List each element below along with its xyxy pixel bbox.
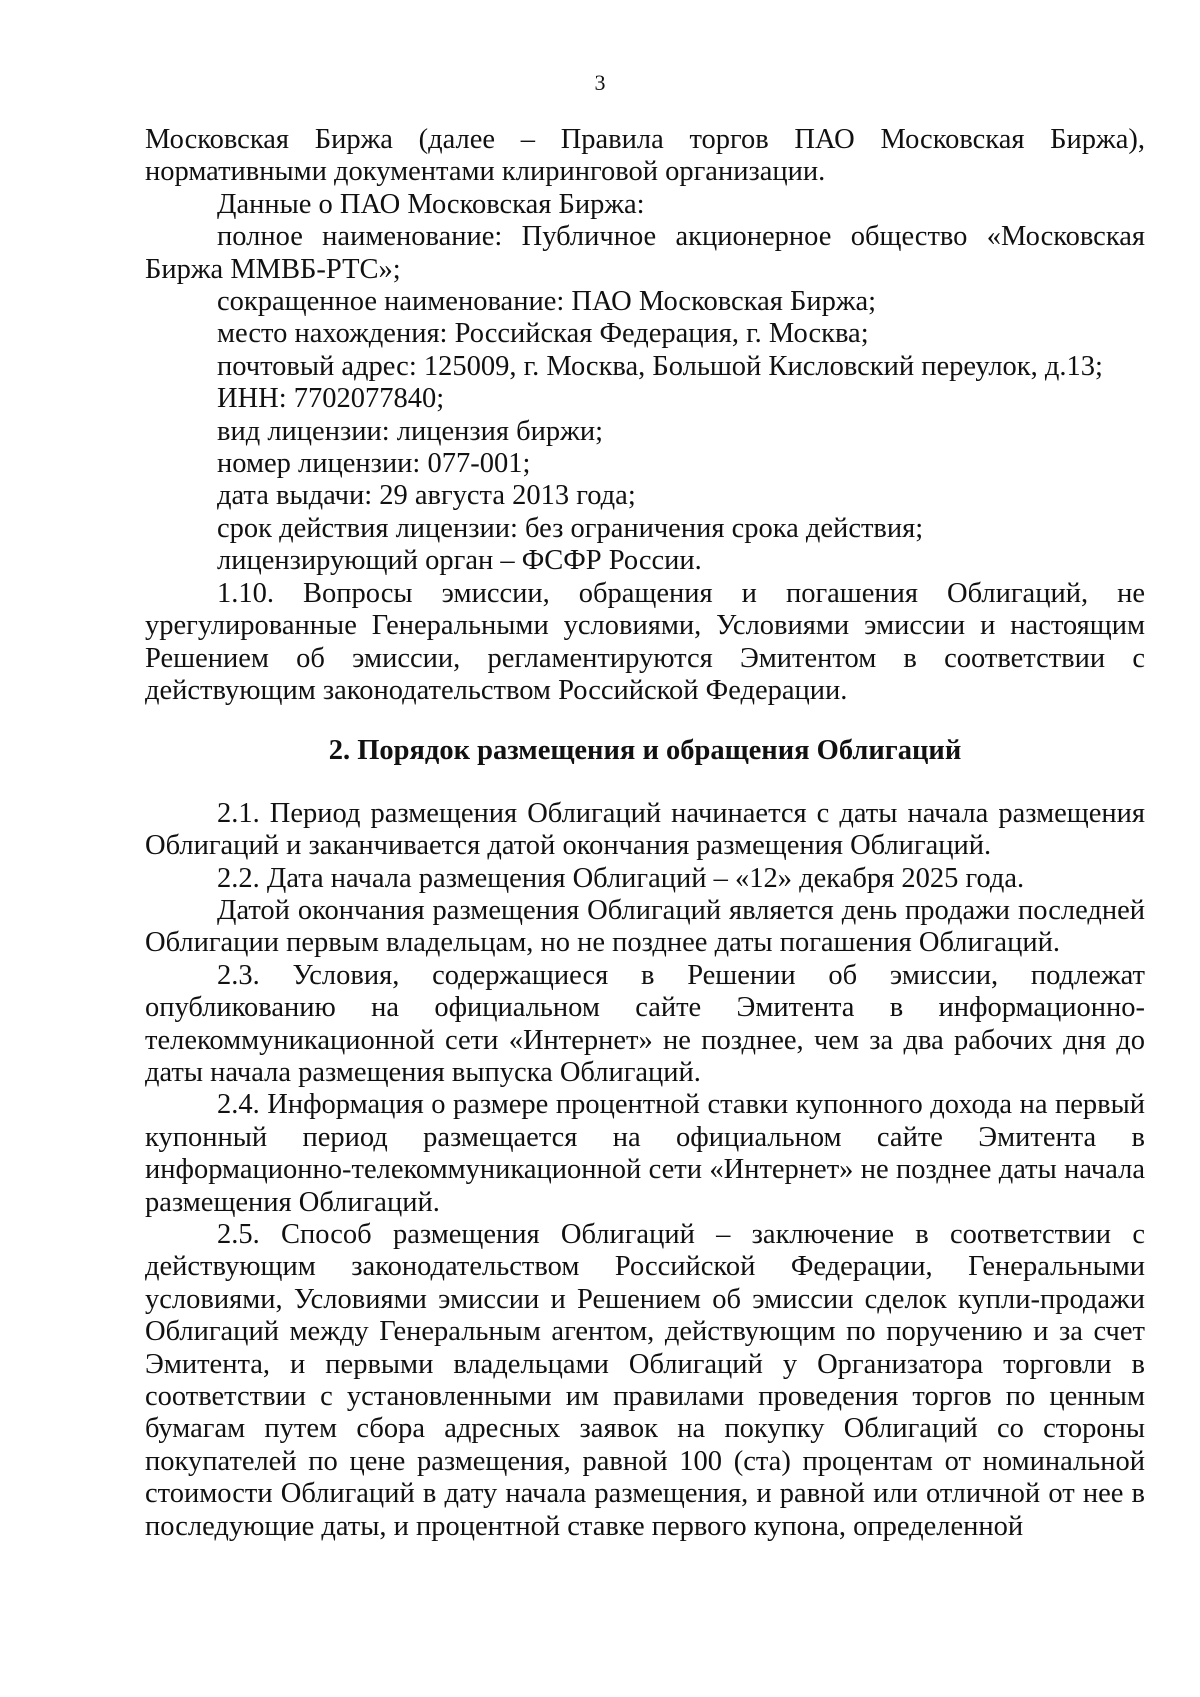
list-item: сокращенное наименование: ПАО Московская Биржа; [217,286,877,318]
page-number: 3 [594,70,606,95]
list-item: лицензирующий орган – ФСФР России. [217,545,702,577]
paragraph-2-5: 2.5. Способ размещения Облигаций – заключение в соответствии с действующим законодательством Российской Федерации, Генеральными условиями, Условиями эмиссии и Решением об эмиссии сделок купли-продажи Облигаций между Генеральным агентом, действующим по поручению и за счет Эмитента, и первыми владельцами Облигаций у Организатора торговли в соответствии с установленными им правилами проведения торгов по ценным бумагам путем сбора адресных заявок на покупку Облигаций со стороны покупателей по цене размещения, равной 100 (ста) процентам от номинальной стоимости Облигаций в дату начала размещения, и равной или отличной от нее в последующие даты, и процентной ставке первого купона, определенной [145,1219,1145,1542]
exchange-data-title: Данные о ПАО Московская Биржа: [217,188,645,220]
list-item: дата выдачи: 29 августа 2013 года; [217,480,636,512]
continuation-paragraph: Московская Биржа (далее – Правила торгов ПАО Московская Биржа), нормативными документами клиринговой организации. [145,124,1145,188]
list-item: почтовый адрес: 125009, г. Москва, Большой Кисловский переулок, д.13; [217,350,1103,382]
paragraph-2-3: 2.3. Условия, содержащиеся в Решении об эмиссии, подлежат опубликованию на официальном сайте Эмитента в информационно-телекоммуникационной сети «Интернет» не позднее, чем за два рабочих дня до даты начала размещения выпуска Облигаций. [145,959,1145,1088]
paragraph-1-10: 1.10. Вопросы эмиссии, обращения и погашения Облигаций, не урегулированные Генеральными условиями, Условиями эмиссии и настоящим Решением об эмиссии, регламентируются Эмитентом в соответствии с действующим законодательством Российской Федерации. [145,577,1145,706]
document-body [145,124,1145,1543]
list-item: ИНН: 7702077840; [217,383,445,415]
list-item: срок действия лицензии: без ограничения срока действия; [217,512,924,544]
paragraph-2-1: 2.1. Период размещения Облигаций начинается с даты начала размещения Облигаций и заканчивается датой окончания размещения Облигаций. [145,797,1145,862]
section-heading: 2. Порядок размещения и обращения Облигаций [328,735,962,767]
list-item: номер лицензии: 077-001; [217,448,531,480]
paragraph-placement-end: Датой окончания размещения Облигаций является день продажи последней Облигации первым владельцам, но не позднее даты погашения Облигаций. [145,894,1145,959]
paragraph-2-2: 2.2. Дата начала размещения Облигаций – «12» декабря 2025 года. [217,862,1025,894]
full-name-paragraph: полное наименование: Публичное акционерное общество «Московская Биржа ММВБ-РТС»; [145,221,1145,285]
list-item: вид лицензии: лицензия биржи; [217,415,604,447]
paragraph-2-4: 2.4. Информация о размере процентной ставки купонного дохода на первый купонный период размещается на официальном сайте Эмитента в информационно-телекоммуникационной сети «Интернет» не позднее даты начала размещения Облигаций. [145,1089,1145,1218]
list-item: место нахождения: Российская Федерация, г. Москва; [217,318,869,350]
